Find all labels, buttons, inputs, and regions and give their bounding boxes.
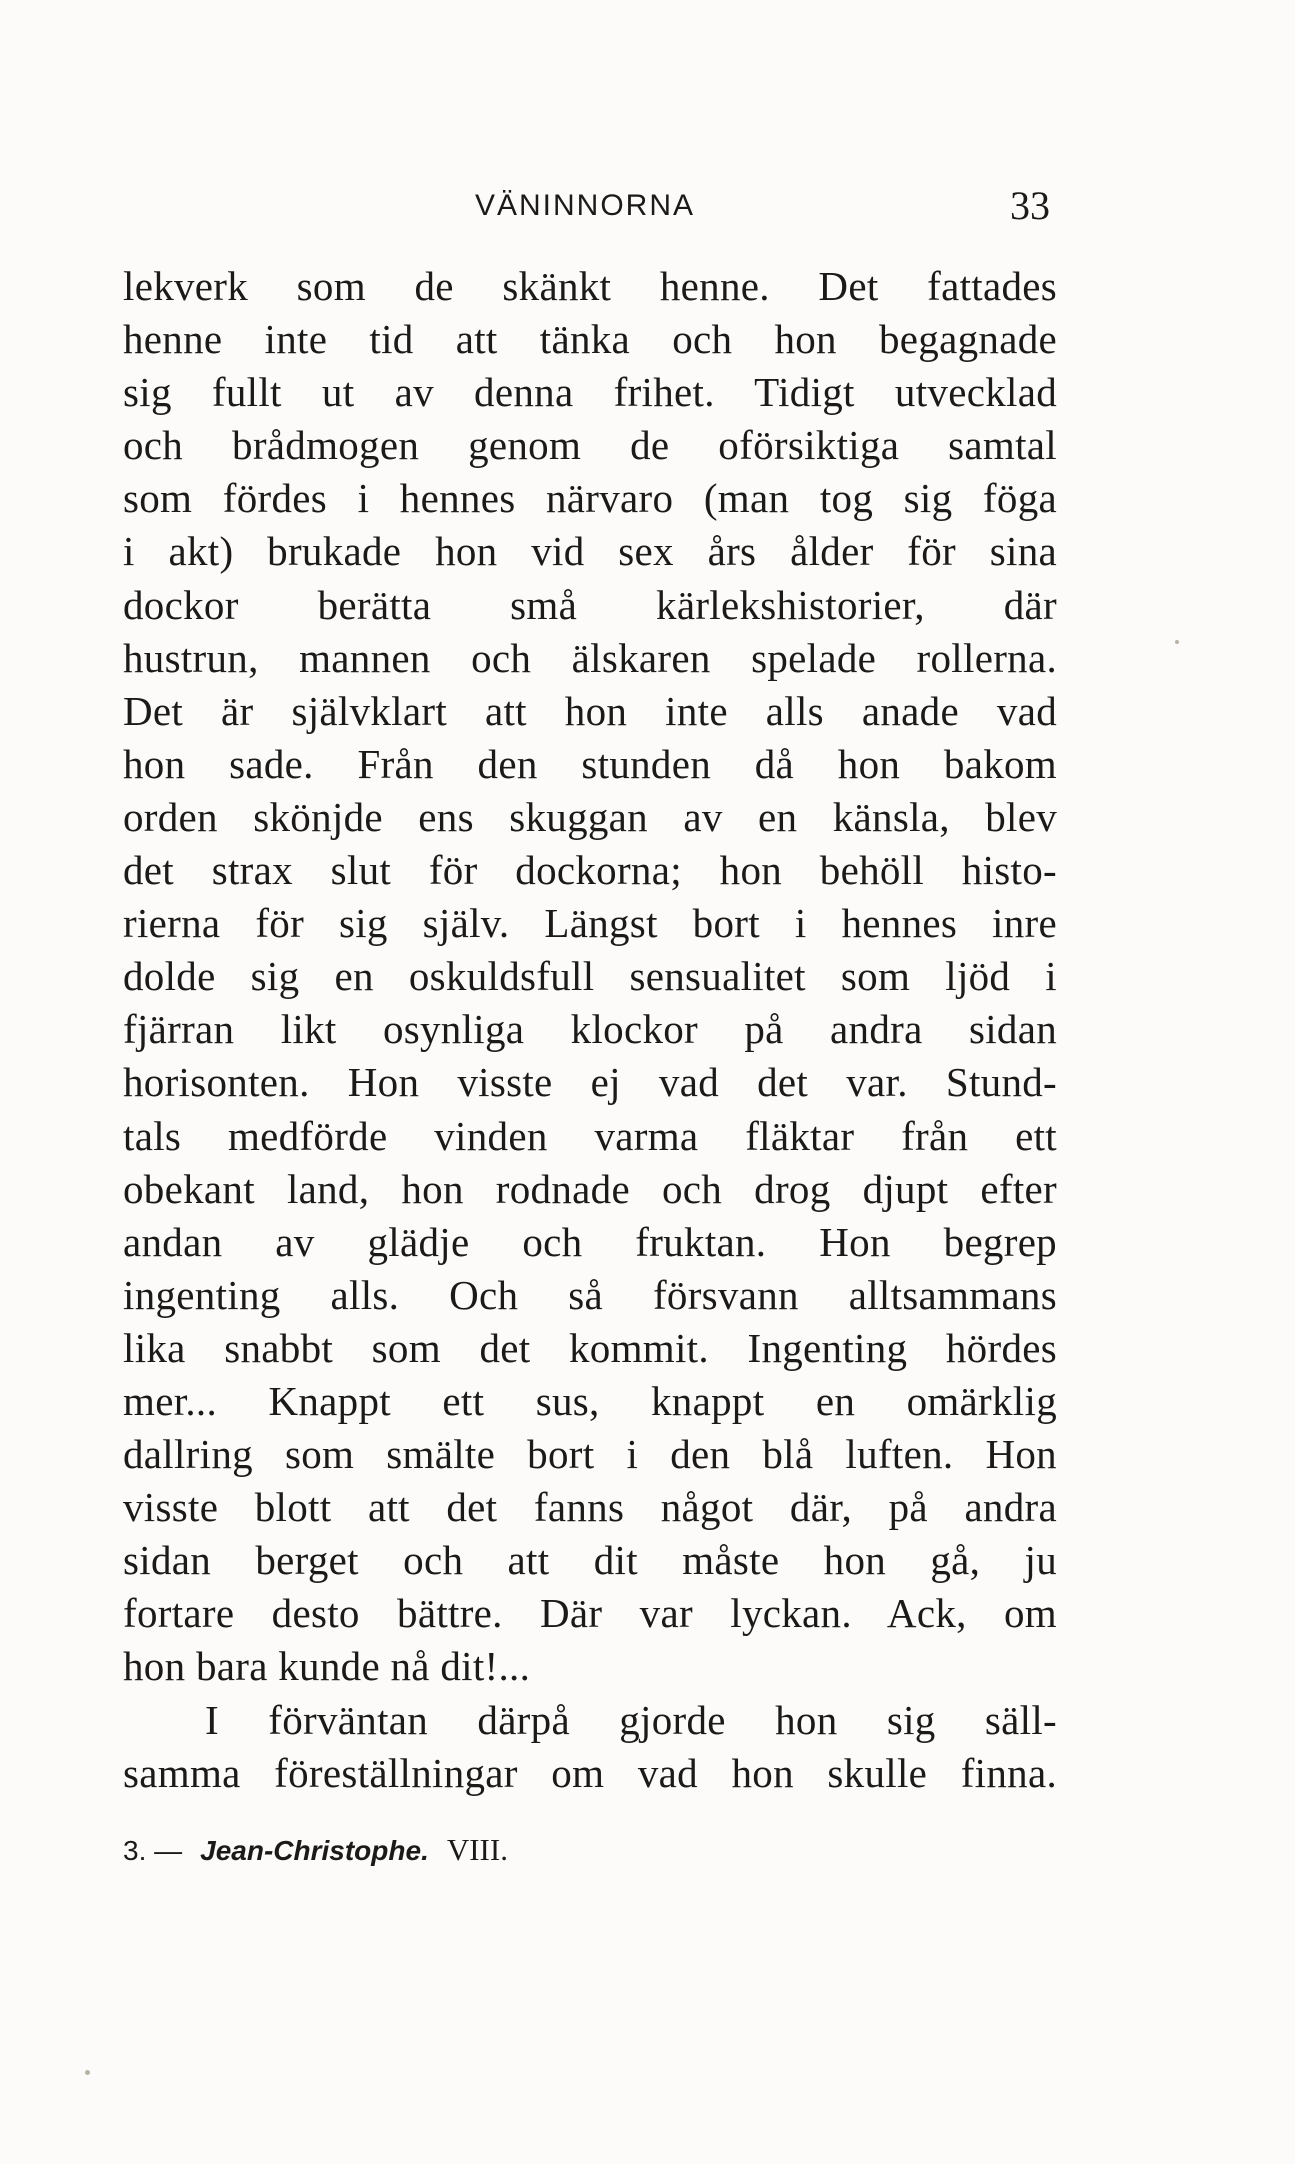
text-line: rierna för sig själv. Längst bort i hennes inre xyxy=(123,900,1057,947)
body-text xyxy=(123,260,1057,1800)
paper-speck xyxy=(1175,640,1179,644)
text-line: andan av glädje och fruktan. Hon begrep xyxy=(123,1218,1057,1265)
text-line: hustrun, mannen och älskaren spelade rollerna. xyxy=(123,634,1057,681)
text-line: obekant land, hon rodnade och drog djupt efter xyxy=(123,1165,1057,1212)
text-line: samma föreställningar om vad hon skulle finna. xyxy=(123,1749,1057,1796)
text-line: lekverk som de skänkt henne. Det fattades xyxy=(123,263,1057,309)
text-line: mer... Knappt ett sus, knappt en omärklig xyxy=(123,1377,1057,1424)
paper-speck xyxy=(85,2070,90,2075)
text-line: lika snabbt som det kommit. Ingenting hördes xyxy=(123,1324,1057,1371)
text-line: Det är självklart att hon inte alls anade vad xyxy=(123,687,1057,734)
signature-title: Jean-Christophe. xyxy=(200,1835,429,1866)
text-line: i akt) brukade hon vid sex års ålder för sina xyxy=(123,528,1057,575)
text-line: dolde sig en oskuldsfull sensualitet som ljöd i xyxy=(123,953,1057,1000)
running-head xyxy=(120,183,1050,228)
signature-volume: VIII. xyxy=(446,1832,508,1867)
text-line: dallring som smälte bort i den blå luften. Hon xyxy=(123,1431,1057,1478)
text-line: det strax slut för dockorna; hon behöll histo- xyxy=(123,847,1057,894)
text-line: tals medförde vinden varma fläktar från ett xyxy=(123,1112,1057,1159)
text-line: henne inte tid att tänka och hon begagnade xyxy=(123,316,1057,363)
running-title: VÄNINNORNA xyxy=(474,189,696,222)
text-line: ingenting alls. Och så försvann alltsammans xyxy=(123,1271,1057,1318)
text-line: hon sade. Från den stunden då hon bakom xyxy=(123,740,1057,787)
text-line: visste blott att det fanns något där, på andra xyxy=(123,1484,1057,1531)
text-line: och brådmogen genom de oförsiktiga samtal xyxy=(123,422,1057,469)
text-line: sig fullt ut av denna frihet. Tidigt utvecklad xyxy=(123,369,1057,416)
text-line: fjärran likt osynliga klockor på andra sidan xyxy=(123,1006,1057,1053)
text-line: som fördes i hennes närvaro (man tog sig föga xyxy=(123,475,1057,522)
text-line: hon bara kunde nå dit!... xyxy=(123,1643,531,1690)
signature-line xyxy=(123,1830,508,1871)
text-line: horisonten. Hon visste ej vad det var. Stund- xyxy=(123,1059,1057,1106)
text-line: orden skönjde ens skuggan av en känsla, blev xyxy=(123,793,1057,840)
text-line: fortare desto bättre. Där var lyckan. Ack, om xyxy=(123,1590,1057,1637)
page-number: 33 xyxy=(1010,183,1050,228)
text-line: sidan berget och att dit måste hon gå, ju xyxy=(123,1537,1057,1584)
signature-number: 3. — xyxy=(123,1835,183,1866)
text-line: I förväntan därpå gjorde hon sig säll- xyxy=(205,1696,1057,1743)
text-line: dockor berätta små kärlekshistorier, där xyxy=(123,581,1057,628)
